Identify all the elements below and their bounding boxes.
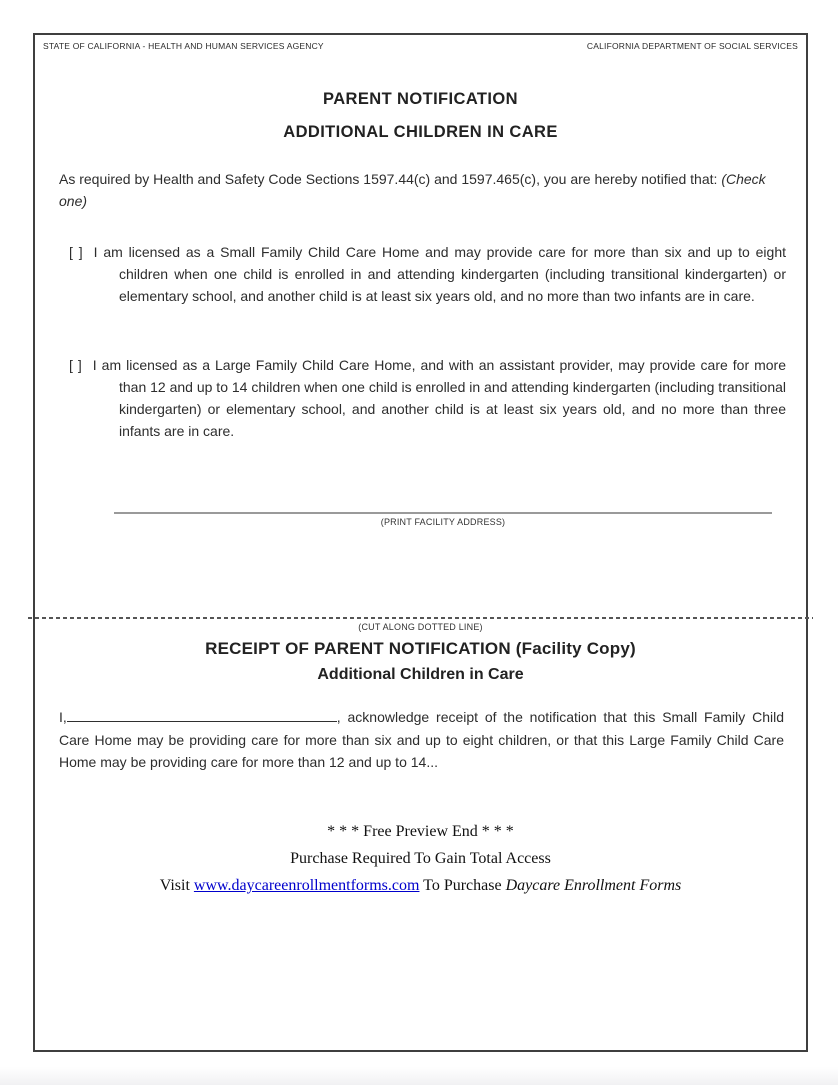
page-subtitle: ADDITIONAL CHILDREN IN CARE [283, 123, 558, 141]
cut-line-label: (CUT ALONG DOTTED LINE) [358, 622, 483, 632]
masthead [43, 41, 798, 51]
option-large-family [59, 354, 786, 442]
receipt-title: RECEIPT OF PARENT NOTIFICATION (Facility Copy) [205, 639, 636, 658]
facility-address-label: (PRINT FACILITY ADDRESS) [380, 517, 506, 527]
intro-paragraph [59, 168, 776, 212]
masthead-agency-right: CALIFORNIA DEPARTMENT OF SOCIAL SERVICES [586, 41, 798, 51]
option-large-family-text: I am licensed as a Large Family Child Care Home, and with an assistant provider, may provide care for more than 12 and up to 14 children when one child is enrolled in and attending kindergarten (including transitional kindergarten) or elementary school, and another child is at least six years old, and no more than three infants are in care. [92, 357, 787, 439]
option-small-family-text: I am licensed as a Small Family Child Care Home and may provide care for more than six and up to eight children when one child is enrolled in and attending kindergarten (including transitional kindergarten) or elementary school, and another child is at least six years old, and no more than two infants are in care. [93, 244, 786, 304]
to-purchase-text: To Purchase [419, 877, 506, 894]
facility-address-field [114, 499, 772, 527]
form-page [33, 33, 808, 1052]
visit-text: Visit [159, 877, 194, 894]
cut-dotted-line [28, 617, 813, 619]
page-title: PARENT NOTIFICATION [323, 90, 518, 108]
daycare-enrollment-forms-link[interactable]: www.daycareenrollmentforms.com [193, 877, 420, 894]
receipt-paragraph [59, 706, 784, 774]
intro-text: As required by Health and Safety Code Sections 1597.44(c) and 1597.465(c), you are hereby notified that: [59, 171, 722, 187]
checkbox-large-family: [ ] [69, 357, 82, 373]
check-one-instruction: (Check one) [59, 171, 766, 209]
bottom-gray-strip [0, 1067, 838, 1085]
product-name-text: Daycare Enrollment Forms [505, 877, 682, 894]
masthead-agency-left: STATE OF CALIFORNIA - HEALTH AND HUMAN SERVICES AGENCY [43, 41, 324, 51]
free-preview-end-line: * * * Free Preview End * * * [327, 823, 514, 840]
parent-name-blank-line [67, 709, 337, 722]
purchase-required-line: Purchase Required To Gain Total Access [290, 850, 551, 867]
receipt-text: , acknowledge receipt of the notification that this Small Family Child Care Home may be providing care for more than six and up to eight children, or that this Large Family Child Care Home may be providing care for more than 12 and up to 14... [59, 709, 784, 770]
checkbox-small-family: [ ] [69, 244, 83, 260]
receipt-prefix: I, [59, 709, 67, 725]
preview-footer [35, 818, 806, 899]
facility-address-blank-line [114, 499, 772, 514]
receipt-subtitle: Additional Children in Care [317, 666, 524, 683]
option-small-family [59, 241, 786, 307]
visit-purchase-line [35, 872, 806, 899]
